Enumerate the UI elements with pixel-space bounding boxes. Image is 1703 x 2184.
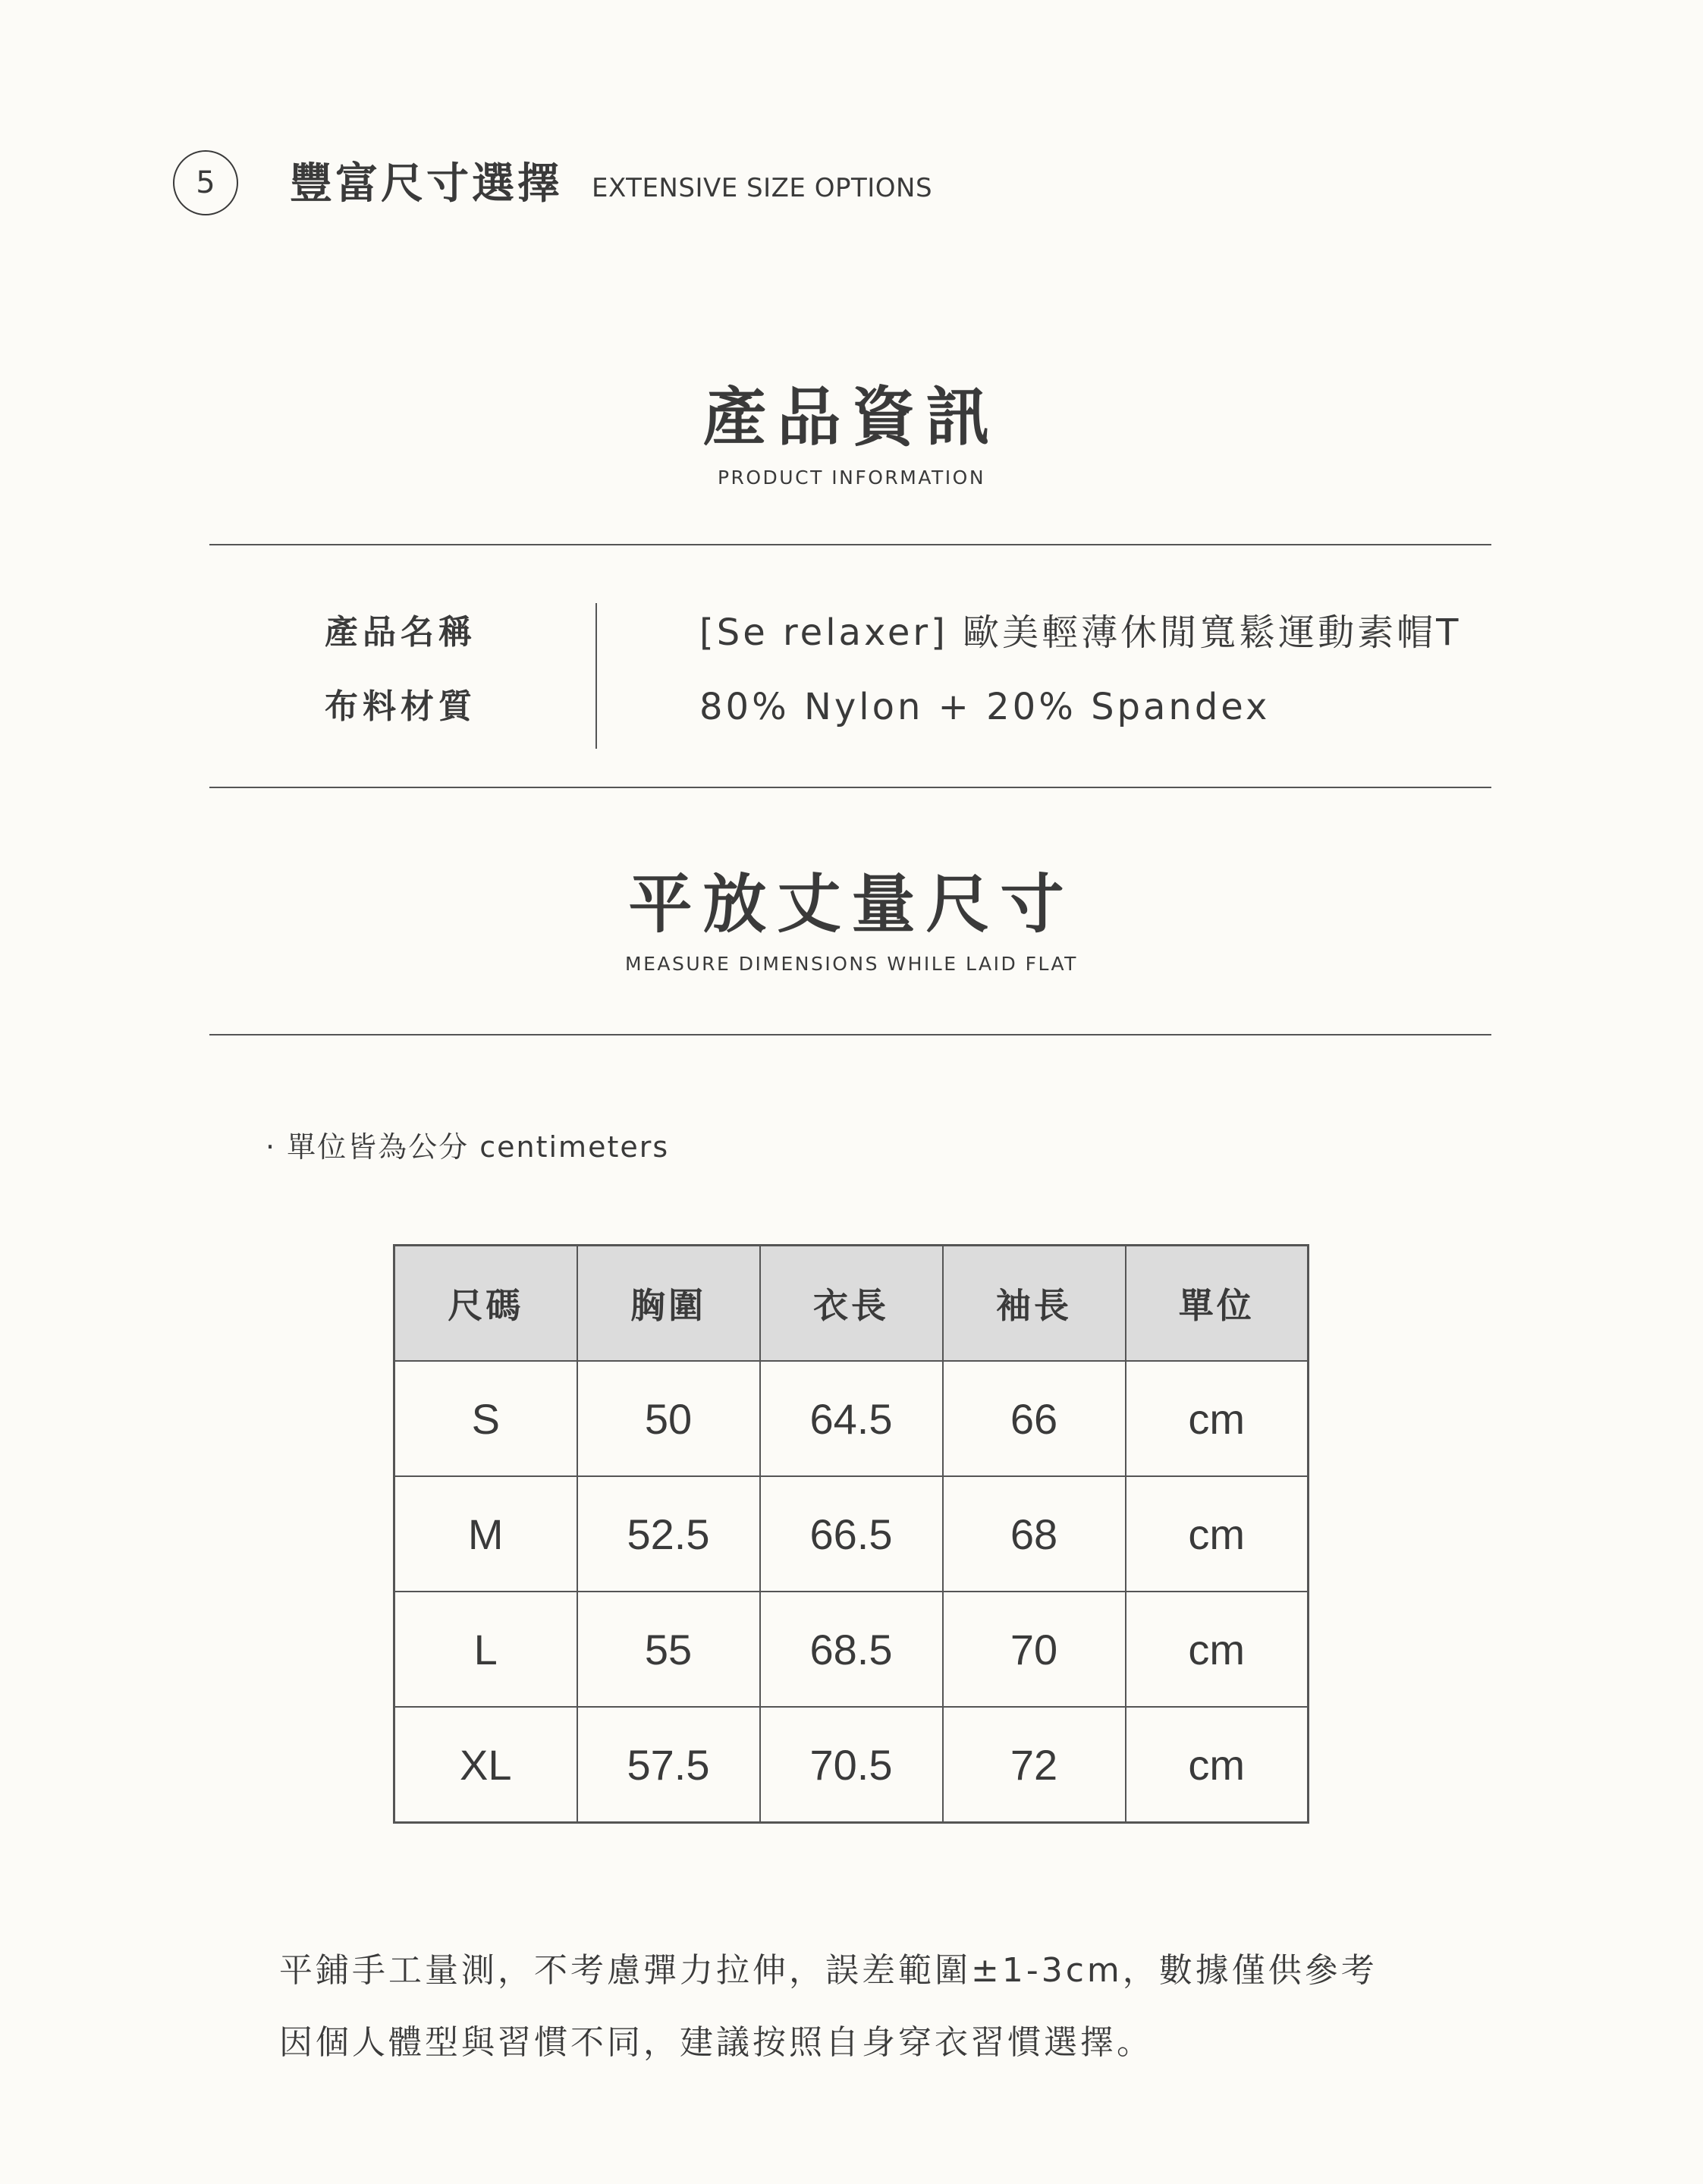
product-info-heading: 產品資訊	[702, 380, 1001, 454]
sleeve-cell: 68	[943, 1476, 1126, 1592]
length-cell: 70.5	[760, 1707, 943, 1823]
section-subtitle: EXTENSIVE SIZE OPTIONS	[592, 173, 933, 203]
unit-cell: cm	[1126, 1476, 1309, 1592]
unit-note: · 單位皆為公分 centimeters	[266, 1130, 670, 1164]
sleeve-cell: 72	[943, 1707, 1126, 1823]
size-cell: XL	[394, 1707, 577, 1823]
length-cell: 64.5	[760, 1361, 943, 1476]
section-title: 豐富尺寸選擇	[290, 159, 563, 209]
info-vertical-divider	[595, 603, 597, 749]
measurement-note: 平鋪手工量測，不考慮彈力拉伸，誤差範圍±1-3cm，數據僅供參考	[279, 1951, 1378, 1990]
header-size: 尺碼	[394, 1246, 577, 1362]
size-table	[393, 1244, 1309, 1824]
fabric-label: 布料材質	[325, 687, 476, 726]
header-chest: 胸圍	[577, 1246, 760, 1362]
size-cell: L	[394, 1592, 577, 1707]
chest-cell: 57.5	[577, 1707, 760, 1823]
chest-cell: 55	[577, 1592, 760, 1707]
chest-cell: 50	[577, 1361, 760, 1476]
measure-heading: 平放丈量尺寸	[628, 867, 1075, 941]
unit-cell: cm	[1126, 1592, 1309, 1707]
unit-cell: cm	[1126, 1707, 1309, 1823]
size-cell: M	[394, 1476, 577, 1592]
length-cell: 66.5	[760, 1476, 943, 1592]
product-name-value: [Se relaxer] 歐美輕薄休閒寬鬆運動素帽T	[699, 611, 1462, 654]
divider	[209, 544, 1491, 545]
fit-advice-note: 因個人體型與習慣不同，建議按照自身穿衣習慣選擇。	[279, 2023, 1153, 2062]
sleeve-cell: 70	[943, 1592, 1126, 1707]
divider	[209, 787, 1491, 788]
length-cell: 68.5	[760, 1592, 943, 1707]
header-unit: 單位	[1126, 1246, 1309, 1362]
measure-subheading: MEASURE DIMENSIONS WHILE LAID FLAT	[625, 953, 1078, 975]
product-name-label: 產品名稱	[325, 613, 476, 652]
table-header-row	[394, 1246, 1309, 1362]
header-sleeve: 袖長	[943, 1246, 1126, 1362]
section-number-badge: 5	[173, 150, 238, 215]
sleeve-cell: 66	[943, 1361, 1126, 1476]
size-cell: S	[394, 1361, 577, 1476]
header-length: 衣長	[760, 1246, 943, 1362]
divider	[209, 1034, 1491, 1035]
unit-cell: cm	[1126, 1361, 1309, 1476]
fabric-value: 80% Nylon + 20% Spandex	[699, 686, 1271, 728]
product-info-subheading: PRODUCT INFORMATION	[717, 467, 986, 489]
table-row	[394, 1707, 1309, 1823]
table-row	[394, 1476, 1309, 1592]
chest-cell: 52.5	[577, 1476, 760, 1592]
table-row	[394, 1361, 1309, 1476]
table-row	[394, 1592, 1309, 1707]
